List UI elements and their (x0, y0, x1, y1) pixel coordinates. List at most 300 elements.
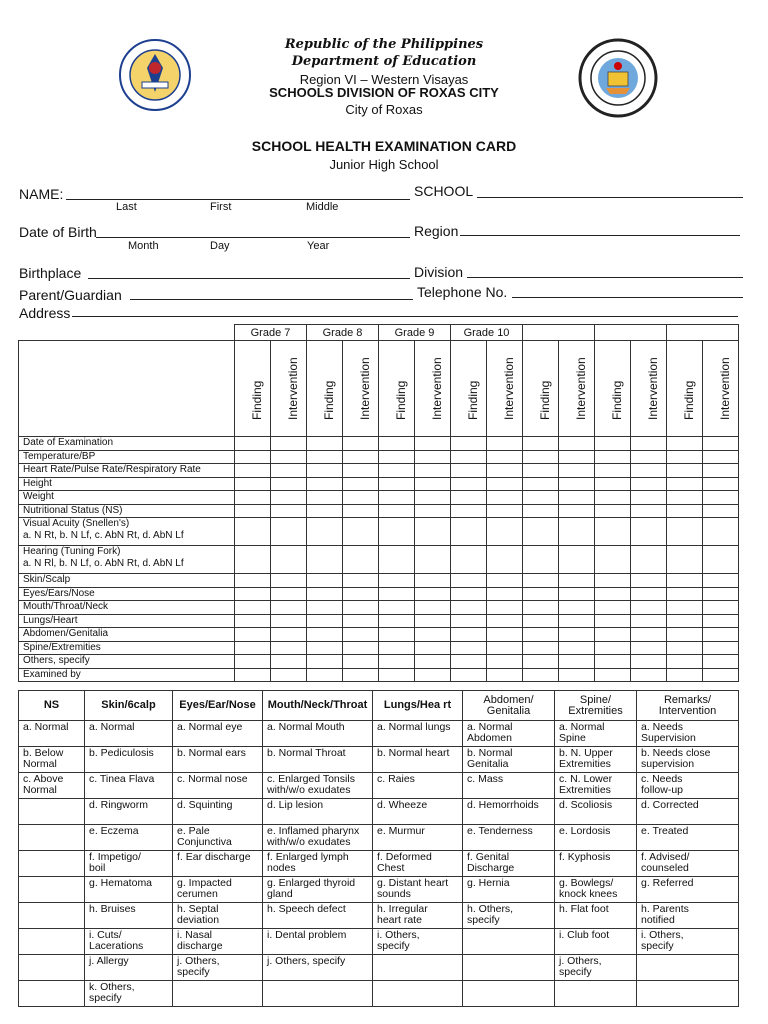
entry-cell[interactable] (703, 464, 739, 478)
entry-cell[interactable] (343, 628, 379, 642)
entry-cell[interactable] (631, 587, 667, 601)
table-row (19, 587, 739, 601)
legend-item-mouth: i. Dental problem (263, 929, 373, 955)
legend-row (19, 851, 739, 877)
entry-cell[interactable] (667, 587, 703, 601)
entry-cell[interactable] (451, 437, 487, 451)
entry-cell[interactable] (487, 574, 523, 588)
entry-cell[interactable] (271, 655, 307, 669)
entry-cell[interactable] (271, 491, 307, 505)
entry-cell[interactable] (487, 450, 523, 464)
intervention-column-header (631, 341, 667, 437)
entry-cell[interactable] (235, 655, 271, 669)
entry-cell[interactable] (703, 504, 739, 518)
entry-cell[interactable] (631, 668, 667, 682)
entry-cell[interactable] (235, 641, 271, 655)
entry-cell[interactable] (631, 437, 667, 451)
entry-cell[interactable] (379, 450, 415, 464)
entry-cell[interactable] (667, 628, 703, 642)
parent-field[interactable] (130, 299, 413, 300)
entry-cell[interactable] (487, 546, 523, 574)
legend-item-remarks: b. Needs close supervision (637, 747, 739, 773)
entry-cell[interactable] (559, 437, 595, 451)
entry-cell[interactable] (271, 518, 307, 546)
legend-item-abdomen (463, 955, 555, 981)
entry-cell[interactable] (631, 601, 667, 615)
legend-header: NS (19, 691, 85, 721)
entry-cell[interactable] (415, 601, 451, 615)
entry-cell[interactable] (343, 518, 379, 546)
legend-item-remarks (637, 981, 739, 1007)
entry-cell[interactable] (271, 450, 307, 464)
entry-cell[interactable] (379, 601, 415, 615)
legend-item-ns (19, 903, 85, 929)
entry-cell[interactable] (343, 587, 379, 601)
entry-cell[interactable] (415, 628, 451, 642)
entry-cell[interactable] (379, 628, 415, 642)
entry-cell[interactable] (235, 504, 271, 518)
entry-cell[interactable] (271, 574, 307, 588)
entry-cell[interactable] (487, 587, 523, 601)
legend-item-eyes: a. Normal eye (173, 721, 263, 747)
entry-cell[interactable] (235, 574, 271, 588)
entry-cell[interactable] (307, 477, 343, 491)
entry-cell[interactable] (451, 546, 487, 574)
entry-cell[interactable] (307, 504, 343, 518)
entry-cell[interactable] (307, 574, 343, 588)
entry-cell[interactable] (307, 437, 343, 451)
entry-cell[interactable] (559, 546, 595, 574)
entry-cell[interactable] (487, 464, 523, 478)
legend-header: Abdomen/ Genitalia (463, 691, 555, 721)
legend-row (19, 877, 739, 903)
entry-cell[interactable] (559, 641, 595, 655)
legend-item-skin: d. Ringworm (85, 799, 173, 825)
entry-cell[interactable] (415, 477, 451, 491)
entry-cell[interactable] (631, 504, 667, 518)
legend-item-spine: g. Bowlegs/ knock knees (555, 877, 637, 903)
entry-cell[interactable] (631, 614, 667, 628)
entry-cell[interactable] (667, 464, 703, 478)
entry-cell[interactable] (667, 668, 703, 682)
entry-cell[interactable] (307, 641, 343, 655)
entry-cell[interactable] (559, 574, 595, 588)
entry-cell[interactable] (595, 587, 631, 601)
entry-cell[interactable] (343, 491, 379, 505)
entry-cell[interactable] (235, 668, 271, 682)
entry-cell[interactable] (235, 518, 271, 546)
finding-column-header (235, 341, 271, 437)
entry-cell[interactable] (523, 437, 559, 451)
entry-cell[interactable] (595, 614, 631, 628)
legend-item-mouth: d. Lip lesion (263, 799, 373, 825)
entry-cell[interactable] (631, 641, 667, 655)
entry-cell[interactable] (595, 655, 631, 669)
entry-cell[interactable] (307, 450, 343, 464)
entry-cell[interactable] (487, 518, 523, 546)
entry-cell[interactable] (667, 655, 703, 669)
entry-cell[interactable] (271, 504, 307, 518)
entry-cell[interactable] (523, 491, 559, 505)
entry-cell[interactable] (451, 628, 487, 642)
legend-item-skin: a. Normal (85, 721, 173, 747)
grade-header: Grade 8 (307, 325, 379, 341)
entry-cell[interactable] (559, 518, 595, 546)
entry-cell[interactable] (523, 641, 559, 655)
finding-column-header (523, 341, 559, 437)
entry-cell[interactable] (523, 450, 559, 464)
entry-cell[interactable] (559, 491, 595, 505)
finding-label: Finding (465, 380, 480, 420)
intervention-column-header (415, 341, 451, 437)
entry-cell[interactable] (559, 477, 595, 491)
entry-cell[interactable] (703, 601, 739, 615)
legend-item-eyes (173, 981, 263, 1007)
legend-header: Spine/ Extremities (555, 691, 637, 721)
blank-corner-2 (19, 341, 235, 437)
entry-cell[interactable] (307, 546, 343, 574)
entry-cell[interactable] (307, 601, 343, 615)
legend-item-eyes: c. Normal nose (173, 773, 263, 799)
table-row (19, 546, 739, 574)
legend-item-eyes: e. Pale Conjunctiva (173, 825, 263, 851)
entry-cell[interactable] (595, 450, 631, 464)
entry-cell[interactable] (523, 504, 559, 518)
entry-cell[interactable] (343, 668, 379, 682)
entry-cell[interactable] (343, 641, 379, 655)
intervention-label: Intervention (573, 357, 588, 420)
entry-cell[interactable] (271, 437, 307, 451)
entry-cell[interactable] (379, 518, 415, 546)
entry-cell[interactable] (451, 668, 487, 682)
entry-cell[interactable] (487, 641, 523, 655)
entry-cell[interactable] (307, 518, 343, 546)
entry-cell[interactable] (451, 587, 487, 601)
entry-cell[interactable] (451, 641, 487, 655)
entry-cell[interactable] (523, 546, 559, 574)
entry-cell[interactable] (667, 437, 703, 451)
entry-cell[interactable] (523, 464, 559, 478)
entry-cell[interactable] (631, 628, 667, 642)
entry-cell[interactable] (487, 601, 523, 615)
entry-cell[interactable] (415, 641, 451, 655)
entry-cell[interactable] (307, 464, 343, 478)
entry-cell[interactable] (703, 668, 739, 682)
entry-cell[interactable] (703, 450, 739, 464)
entry-cell[interactable] (631, 491, 667, 505)
entry-cell[interactable] (595, 546, 631, 574)
entry-cell[interactable] (487, 655, 523, 669)
entry-cell[interactable] (235, 587, 271, 601)
entry-cell[interactable] (595, 437, 631, 451)
entry-cell[interactable] (703, 641, 739, 655)
entry-cell[interactable] (523, 628, 559, 642)
entry-cell[interactable] (667, 450, 703, 464)
entry-cell[interactable] (307, 587, 343, 601)
entry-cell[interactable] (667, 546, 703, 574)
division-field[interactable] (467, 277, 743, 278)
birthplace-field[interactable] (88, 278, 410, 279)
entry-cell[interactable] (451, 504, 487, 518)
finding-label: Finding (609, 380, 624, 420)
legend-item-ns (19, 929, 85, 955)
entry-cell[interactable] (703, 655, 739, 669)
entry-cell[interactable] (451, 477, 487, 491)
entry-cell[interactable] (415, 464, 451, 478)
row-label (19, 574, 235, 588)
legend-item-abdomen: d. Hemorrhoids (463, 799, 555, 825)
entry-cell[interactable] (415, 437, 451, 451)
entry-cell[interactable] (667, 614, 703, 628)
entry-cell[interactable] (343, 546, 379, 574)
entry-cell[interactable] (595, 601, 631, 615)
entry-cell[interactable] (667, 641, 703, 655)
entry-cell[interactable] (307, 655, 343, 669)
entry-cell[interactable] (667, 601, 703, 615)
entry-cell[interactable] (595, 504, 631, 518)
entry-cell[interactable] (343, 574, 379, 588)
entry-cell[interactable] (271, 546, 307, 574)
legend-item-abdomen: c. Mass (463, 773, 555, 799)
legend-item-lungs: i. Others, specify (373, 929, 463, 955)
legend-header: Eyes/Ear/Nose (173, 691, 263, 721)
region-field[interactable] (460, 235, 740, 236)
intervention-label: Intervention (645, 357, 660, 420)
entry-cell[interactable] (343, 601, 379, 615)
intervention-column-header (343, 341, 379, 437)
entry-cell[interactable] (703, 437, 739, 451)
legend-row (19, 903, 739, 929)
entry-cell[interactable] (703, 546, 739, 574)
entry-cell[interactable] (631, 477, 667, 491)
row-label (19, 655, 235, 669)
legend-item-eyes: g. Impacted cerumen (173, 877, 263, 903)
entry-cell[interactable] (559, 668, 595, 682)
entry-cell[interactable] (595, 477, 631, 491)
entry-cell[interactable] (703, 587, 739, 601)
entry-cell[interactable] (379, 546, 415, 574)
entry-cell[interactable] (595, 641, 631, 655)
entry-cell[interactable] (451, 601, 487, 615)
legend-item-spine: b. N. Upper Extremities (555, 747, 637, 773)
entry-cell[interactable] (271, 668, 307, 682)
entry-cell[interactable] (451, 655, 487, 669)
entry-cell[interactable] (343, 464, 379, 478)
entry-cell[interactable] (559, 601, 595, 615)
form-title: SCHOOL HEALTH EXAMINATION CARD (251, 138, 517, 154)
entry-cell[interactable] (271, 628, 307, 642)
entry-cell[interactable] (559, 504, 595, 518)
row-label (19, 464, 235, 478)
legend-item-ns (19, 851, 85, 877)
legend-item-mouth (263, 981, 373, 1007)
entry-cell[interactable] (595, 491, 631, 505)
telephone-field[interactable] (512, 297, 743, 298)
entry-cell[interactable] (379, 587, 415, 601)
dob-field[interactable] (96, 237, 410, 238)
entry-cell[interactable] (343, 655, 379, 669)
entry-cell[interactable] (379, 614, 415, 628)
entry-cell[interactable] (487, 628, 523, 642)
entry-cell[interactable] (451, 574, 487, 588)
entry-cell[interactable] (379, 574, 415, 588)
entry-cell[interactable] (631, 546, 667, 574)
legend-item-lungs: d. Wheeze (373, 799, 463, 825)
entry-cell[interactable] (487, 668, 523, 682)
entry-cell[interactable] (667, 491, 703, 505)
entry-cell[interactable] (631, 574, 667, 588)
entry-cell[interactable] (271, 587, 307, 601)
entry-cell[interactable] (523, 614, 559, 628)
entry-cell[interactable] (379, 504, 415, 518)
dob-month-label: Month (128, 240, 159, 252)
intervention-column-header (271, 341, 307, 437)
entry-cell[interactable] (487, 504, 523, 518)
entry-cell[interactable] (415, 614, 451, 628)
entry-cell[interactable] (235, 628, 271, 642)
entry-cell[interactable] (703, 491, 739, 505)
entry-cell[interactable] (559, 464, 595, 478)
entry-cell[interactable] (595, 628, 631, 642)
entry-cell[interactable] (415, 504, 451, 518)
entry-cell[interactable] (343, 450, 379, 464)
legend-row (19, 929, 739, 955)
entry-cell[interactable] (415, 668, 451, 682)
legend-item-spine (555, 981, 637, 1007)
entry-cell[interactable] (271, 601, 307, 615)
legend-item-mouth: c. Enlarged Tonsils with/w/o exudates (263, 773, 373, 799)
legend-item-remarks: g. Referred (637, 877, 739, 903)
table-row (19, 574, 739, 588)
entry-cell[interactable] (451, 450, 487, 464)
entry-cell[interactable] (703, 477, 739, 491)
school-field[interactable] (477, 197, 743, 198)
legend-item-abdomen: h. Others, specify (463, 903, 555, 929)
entry-cell[interactable] (667, 574, 703, 588)
entry-cell[interactable] (379, 477, 415, 491)
entry-cell[interactable] (451, 518, 487, 546)
entry-cell[interactable] (559, 587, 595, 601)
entry-cell[interactable] (559, 655, 595, 669)
legend-row (19, 981, 739, 1007)
table-row (19, 477, 739, 491)
entry-cell[interactable] (379, 491, 415, 505)
entry-cell[interactable] (415, 450, 451, 464)
entry-cell[interactable] (343, 614, 379, 628)
entry-cell[interactable] (379, 668, 415, 682)
entry-cell[interactable] (523, 518, 559, 546)
legend-item-spine: h. Flat foot (555, 903, 637, 929)
entry-cell[interactable] (235, 464, 271, 478)
entry-cell[interactable] (379, 641, 415, 655)
entry-cell[interactable] (559, 450, 595, 464)
entry-cell[interactable] (487, 491, 523, 505)
entry-cell[interactable] (235, 477, 271, 491)
entry-cell[interactable] (595, 518, 631, 546)
entry-cell[interactable] (523, 655, 559, 669)
finding-column-header (667, 341, 703, 437)
entry-cell[interactable] (631, 450, 667, 464)
entry-cell[interactable] (631, 518, 667, 546)
finding-label: Finding (681, 380, 696, 420)
entry-cell[interactable] (523, 574, 559, 588)
entry-cell[interactable] (235, 437, 271, 451)
entry-cell[interactable] (307, 628, 343, 642)
entry-cell[interactable] (415, 491, 451, 505)
entry-cell[interactable] (271, 464, 307, 478)
entry-cell[interactable] (559, 614, 595, 628)
legend-row (19, 955, 739, 981)
entry-cell[interactable] (235, 601, 271, 615)
entry-cell[interactable] (703, 574, 739, 588)
entry-cell[interactable] (487, 437, 523, 451)
entry-cell[interactable] (271, 614, 307, 628)
entry-cell[interactable] (343, 477, 379, 491)
entry-cell[interactable] (379, 464, 415, 478)
entry-cell[interactable] (235, 546, 271, 574)
entry-cell[interactable] (415, 546, 451, 574)
entry-cell[interactable] (415, 587, 451, 601)
entry-cell[interactable] (271, 477, 307, 491)
legend-item-mouth: f. Enlarged lymph nodes (263, 851, 373, 877)
entry-cell[interactable] (523, 601, 559, 615)
entry-cell[interactable] (307, 668, 343, 682)
entry-cell[interactable] (307, 614, 343, 628)
legend-item-remarks: a. Needs Supervision (637, 721, 739, 747)
entry-cell[interactable] (235, 450, 271, 464)
entry-cell[interactable] (235, 491, 271, 505)
entry-cell[interactable] (523, 477, 559, 491)
entry-cell[interactable] (487, 477, 523, 491)
table-row (19, 450, 739, 464)
entry-cell[interactable] (667, 504, 703, 518)
entry-cell[interactable] (451, 614, 487, 628)
entry-cell[interactable] (487, 614, 523, 628)
entry-cell[interactable] (343, 437, 379, 451)
entry-cell[interactable] (631, 655, 667, 669)
entry-cell[interactable] (379, 655, 415, 669)
entry-cell[interactable] (559, 628, 595, 642)
entry-cell[interactable] (451, 491, 487, 505)
entry-cell[interactable] (595, 574, 631, 588)
entry-cell[interactable] (235, 614, 271, 628)
entry-cell[interactable] (703, 628, 739, 642)
dob-day-label: Day (210, 240, 230, 252)
parent-label: Parent/Guardian (19, 287, 122, 303)
entry-cell[interactable] (307, 491, 343, 505)
entry-cell[interactable] (415, 574, 451, 588)
entry-cell[interactable] (271, 641, 307, 655)
entry-cell[interactable] (703, 518, 739, 546)
name-field[interactable] (66, 199, 410, 200)
entry-cell[interactable] (595, 668, 631, 682)
entry-cell[interactable] (703, 614, 739, 628)
entry-cell[interactable] (451, 464, 487, 478)
entry-cell[interactable] (415, 655, 451, 669)
entry-cell[interactable] (631, 464, 667, 478)
entry-cell[interactable] (667, 477, 703, 491)
entry-cell[interactable] (595, 464, 631, 478)
entry-cell[interactable] (667, 518, 703, 546)
address-field[interactable] (72, 316, 738, 317)
entry-cell[interactable] (523, 668, 559, 682)
row-label (19, 504, 235, 518)
entry-cell[interactable] (343, 504, 379, 518)
entry-cell[interactable] (379, 437, 415, 451)
entry-cell[interactable] (415, 518, 451, 546)
entry-cell[interactable] (523, 587, 559, 601)
legend-item-remarks: e. Treated (637, 825, 739, 851)
